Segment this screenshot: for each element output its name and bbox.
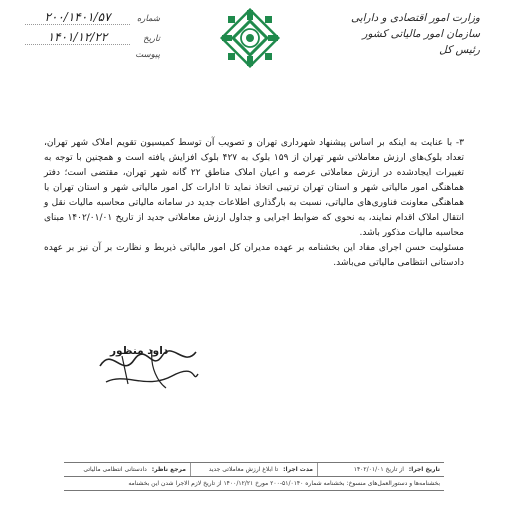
ministry-name: وزارت امور اقتصادی و دارایی [350, 12, 480, 24]
signatory-name: داود منظور [110, 345, 169, 357]
circular-footer [64, 462, 444, 491]
effective-date-cell [317, 463, 444, 476]
validity-cell [190, 463, 317, 476]
ministry-header [330, 10, 480, 58]
footer-row [64, 462, 444, 476]
superseded-label: بخشنامه‌ها و دستورالعمل‌های منسوخ: [346, 480, 440, 487]
letter-number-value: ۲۰۰/۱۴۰۱/۵۷ [25, 10, 130, 25]
letter-date-row [10, 30, 160, 50]
footer-row [64, 476, 444, 491]
validity-label: مدت اجرا: [283, 466, 313, 473]
handwritten-signature-icon [92, 338, 202, 398]
oversight-cell [64, 463, 190, 476]
letter-date-label: تاریخ [143, 34, 160, 44]
validity-value: تا ابلاغ ارزش معاملاتی جدید [208, 466, 279, 473]
superseded-cell [64, 477, 444, 490]
body-paragraph: ۳- با عنایت به اینکه بر اساس پیشنهاد شهرداری تهران و تصویب آن توسط کمیسیون تقویم املاک شهر تهران، تعداد بلوک‌های ارزش معاملاتی شهر تهران از ۱۵۹ بلوک به ۴۲۷ بلوک افزایش یافته است و همچنین با توجه به تغییرات ایجادشده در ارزش معاملاتی عرصه و اعیان املاک مناطق ۲۲ گانه شهر تهران، مقتضی است؛ دفتر هماهنگی امور مالیاتی شهر و استان تهران ترتیبی اتخاذ نماید تا ادارات کل امور مالیاتی شهر و استان تهران با هماهنگی معاونت فناوری‌های مالیاتی، نسبت به بارگذاری اطلاعات جدید در سامانه مالیاتی محاسبه مالیات نقل و انتقال املاک اقدام نمایند، به نحوی که ضوابط اجرایی و جداول ارزش معاملاتی جدید از تاریخ ۱۴۰۲/۰۱/۰۱ مبنای محاسبه مالیات مذکور باشد. [44, 138, 464, 238]
letter-number-label: شماره [136, 14, 160, 24]
office-title: رئیس کل [439, 44, 480, 56]
body-paragraph: مسئولیت حسن اجرای مفاد این بخشنامه بر عهده مدیران کل امور مالیاتی ذیربط و نظارت بر آن نیز بر عهده دادستانی انتظامی مالیاتی می‌باشد. [44, 243, 464, 268]
letter-attachment-label: پیوست [135, 50, 160, 60]
tax-organization-logo-icon [220, 8, 280, 68]
effective-date-label: تاریخ اجرا: [408, 466, 440, 473]
superseded-value: بخشنامه شماره ۵۱/۰۱۴۰-۲۰۰ مورخ ۱۴۰۰/۱۲/۲۱ از تاریخ لازم الاجرا شدن این بخشنامه [128, 480, 345, 487]
letter-date-value: ۱۴۰۱/۱۲/۲۲ [25, 30, 130, 45]
letter-attachment-row [10, 50, 160, 70]
letter-number-row [10, 10, 160, 30]
effective-date-value: از تاریخ ۱۴۰۲/۰۱/۰۱ [353, 466, 404, 473]
oversight-label: مرجع ناظر: [151, 466, 186, 473]
letter-body [44, 136, 464, 271]
oversight-value: دادستانی انتظامی مالیاتی [83, 466, 147, 473]
letter-reference [10, 10, 160, 70]
organization-name: سازمان امور مالیاتی کشور [362, 28, 480, 40]
